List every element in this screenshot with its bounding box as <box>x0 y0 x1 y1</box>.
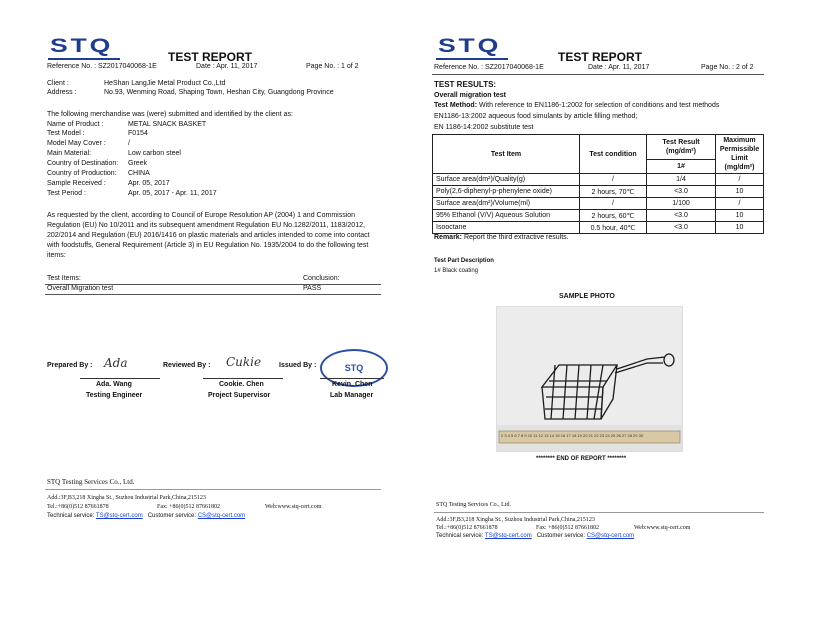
requirements-paragraph-line: Regulation (EU) No 10/2011 and its subsequent amendment Regulation EU No.1282/2011, 1183/2012, <box>47 222 365 229</box>
cell-result: <3.0 <box>647 222 716 234</box>
reference-number: Reference No. : SZ2017040068-1E <box>47 63 157 70</box>
field-value: Low carbon steel <box>128 150 181 157</box>
remark-text: Report the third extractive results. <box>462 234 569 241</box>
reviewed-name: Cookie. Chen <box>219 381 264 388</box>
end-of-report: ******** END OF REPORT ******** <box>536 456 627 462</box>
remark <box>434 234 569 241</box>
header-test-item: Test Item <box>433 135 580 174</box>
header-max-limit <box>716 135 764 174</box>
stq-logo: STQ <box>438 36 502 57</box>
report-date: Date : Apr. 11, 2017 <box>196 63 258 70</box>
customer-service-email[interactable]: CS@stq-cert.com <box>586 533 635 539</box>
cell-limit: 10 <box>716 222 764 234</box>
cell-condition: 2 hours, 60℃ <box>580 210 647 222</box>
limit-line-3: Limit <box>731 155 748 162</box>
footer-tel: Tel.:+86(0)512 87661878 <box>436 525 498 531</box>
header-test-condition: Test condition <box>580 135 647 174</box>
conclusion-label: Conclusion: <box>303 275 340 282</box>
cell-condition: / <box>580 174 647 186</box>
table-row <box>433 210 764 222</box>
tech-service-email[interactable]: TS@stq-cert.com <box>95 513 143 519</box>
issued-by-label: Issued By : <box>279 362 317 369</box>
field-label: Country of Destination: <box>47 160 119 167</box>
field-label: Main Material: <box>47 150 91 157</box>
page-number: Page No. : 2 of 2 <box>701 64 754 71</box>
reviewed-by-label: Reviewed By : <box>163 362 211 369</box>
page-number: Page No. : 1 of 2 <box>306 63 359 70</box>
prepared-by-label: Prepared By : <box>47 362 93 369</box>
field-label: Model May Cover : <box>47 140 106 147</box>
tech-service-label: Technical service: <box>47 513 96 519</box>
limit-line-1: Maximum <box>723 137 756 144</box>
field-label: Test Model : <box>47 130 85 137</box>
header-sample-id: 1# <box>647 159 716 173</box>
footer-address: Add.:3F,B3,218 Xingha St., Suzhou Industrial Park,China,215123 <box>436 517 595 523</box>
table-row <box>433 174 764 186</box>
part-description-label: Test Part Description <box>434 258 494 264</box>
stq-logo: STQ <box>50 36 114 57</box>
footer-divider <box>45 489 381 490</box>
divider <box>45 294 381 295</box>
cell-result: 1/100 <box>647 198 716 210</box>
cell-result: <3.0 <box>647 186 716 198</box>
cell-condition: 0.5 hour, 40℃ <box>580 222 647 234</box>
sample-photo-heading: SAMPLE PHOTO <box>559 293 615 300</box>
issued-name: Kevin. Chen <box>332 381 373 388</box>
footer-divider <box>434 512 764 513</box>
cell-limit: / <box>716 174 764 186</box>
header-test-result <box>647 135 716 160</box>
footer-fax: Fax: +86(0)512 87661802 <box>157 504 221 510</box>
limit-unit: (mg/dm²) <box>724 164 755 171</box>
intro-text: The following merchandise was (were) submitted and identified by the client as: <box>47 111 293 118</box>
report-date: Date : Apr. 11, 2017 <box>588 64 650 71</box>
issued-title: Lab Manager <box>330 392 374 399</box>
prepared-signature: Ada <box>104 356 128 370</box>
reviewed-title: Project Supervisor <box>208 392 271 399</box>
report-title: TEST REPORT <box>168 50 253 64</box>
footer-address: Add.:3F,B3,218 Xingha St., Suzhou Industrial Park,China,215123 <box>47 495 206 501</box>
results-heading: TEST RESULTS: <box>434 80 497 89</box>
requirements-paragraph-line: As requested by the client, according to Council of Europe Resolution AP (2004) 1 and Commission <box>47 212 356 219</box>
tech-service-label: Technical service: <box>436 533 485 539</box>
cell-result: 1/4 <box>647 174 716 186</box>
logo-underline <box>48 58 120 60</box>
field-value: F0154 <box>128 130 148 137</box>
logo-underline <box>436 58 508 60</box>
signature-line <box>320 378 384 379</box>
table-row <box>433 198 764 210</box>
cell-condition: 2 hours, 70℃ <box>580 186 647 198</box>
part-description: 1# Black coating <box>434 268 479 274</box>
remark-label: Remark: <box>434 234 463 241</box>
field-value: Apr. 05, 2017 - Apr. 11, 2017 <box>128 190 217 197</box>
requirements-paragraph-line: with foodstuffs, General Requirement (Article 3) in EU Regulation No. 1935/2004 to do the following test <box>47 242 369 249</box>
cell-item: Poly(2,6-diphenyl-p-phenylene oxide) <box>433 186 580 198</box>
requirements-paragraph-line: items: <box>47 252 66 259</box>
customer-service-email[interactable]: CS@stq-cert.com <box>197 513 246 519</box>
cell-condition: / <box>580 198 647 210</box>
header-divider <box>432 74 764 75</box>
field-label: Country of Production: <box>47 170 117 177</box>
cell-limit: 10 <box>716 186 764 198</box>
footer-tel: Tel.:+86(0)512 87661878 <box>47 504 109 510</box>
address-value: No.93, Wenming Road, Shaping Town, Heshan City, Guangdong Province <box>104 89 334 96</box>
cell-item: Isooctane <box>433 222 580 234</box>
footer-company: STQ Testing Services Co., Ltd. <box>436 502 511 508</box>
footer-company: STQ Testing Services Co., Ltd. <box>47 478 135 486</box>
field-label: Name of Product : <box>47 121 104 128</box>
ruler-scale: 2 3 4 5 6 7 8 9 10 11 12 13 14 15 16 17 18 19 20 21 22 23 24 25 26 27 28 29 30 <box>501 433 644 438</box>
stamp-text: STQ <box>344 363 364 373</box>
tech-service-email[interactable]: TS@stq-cert.com <box>484 533 532 539</box>
footer-service-line <box>436 533 634 539</box>
field-value: Greek <box>128 160 148 167</box>
results-table <box>432 134 764 234</box>
metal-basket-photo-icon <box>497 307 682 451</box>
prepared-name: Ada. Wang <box>96 381 132 388</box>
test-method-label: Test Method: <box>434 102 478 109</box>
footer-service-line <box>47 513 245 519</box>
test-items-label: Test Items: <box>47 275 81 282</box>
conclusion-value: PASS <box>303 285 322 292</box>
field-label: Sample Received : <box>47 180 106 187</box>
report-page-1 <box>0 0 415 622</box>
cell-result: <3.0 <box>647 210 716 222</box>
test-method-line: EN 1186-14:2002 substitute test <box>434 124 534 131</box>
table-row <box>433 186 764 198</box>
cell-limit: / <box>716 198 764 210</box>
prepared-title: Testing Engineer <box>86 392 143 399</box>
footer-web[interactable]: Web:www.stq-cert.com <box>634 525 691 531</box>
footer-web[interactable]: Web:www.stq-cert.com <box>265 504 322 510</box>
report-page-2 <box>416 0 831 622</box>
test-method-text: With reference to EN1186-1:2002 for selection of conditions and test methods <box>477 102 720 109</box>
test-result-label: Test Result <box>662 138 700 146</box>
requirements-paragraph-line: 202/2014 and Regulation (EU) 2016/1416 on plastic materials and articles intended to come into contact <box>47 232 370 239</box>
overall-migration-heading: Overall migration test <box>434 92 506 99</box>
cell-item: Surface area(dm²)/Volume(ml) <box>433 198 580 210</box>
test-method <box>434 102 719 109</box>
cell-item: Surface area(dm²)/Quality(g) <box>433 174 580 186</box>
report-title: TEST REPORT <box>558 50 643 64</box>
reference-number: Reference No. : SZ2017040068-1E <box>434 64 544 71</box>
test-method-line: EN1186-13:2002 aqueous food simulants by article filling method; <box>434 113 638 120</box>
field-value: CHINA <box>128 170 150 177</box>
address-label: Address : <box>47 89 77 96</box>
field-value: / <box>128 140 130 147</box>
signature-line <box>203 378 283 379</box>
table-row <box>433 222 764 234</box>
reviewed-signature: Cukie <box>226 355 262 369</box>
signature-line <box>80 378 160 379</box>
footer-fax: Fax: +86(0)512 87661802 <box>536 525 600 531</box>
table-header-row <box>433 135 764 160</box>
cell-item: 95% Ethanol (V/V) Aqueous Solution <box>433 210 580 222</box>
customer-service-label: Customer service: <box>147 513 198 519</box>
field-value: METAL SNACK BASKET <box>128 121 207 128</box>
test-item: Overall Migration test <box>47 285 114 292</box>
field-label: Test Period : <box>47 190 86 197</box>
test-result-unit: (mg/dm²) <box>666 147 696 155</box>
client-value: HeShan LangJie Metal Product Co.,Ltd <box>104 80 226 87</box>
client-label: Client : <box>47 80 69 87</box>
cell-limit: 10 <box>716 210 764 222</box>
limit-line-2: Permissible <box>719 146 760 153</box>
sample-photo <box>496 306 683 452</box>
customer-service-label: Customer service: <box>536 533 587 539</box>
field-value: Apr. 05, 2017 <box>128 180 170 187</box>
